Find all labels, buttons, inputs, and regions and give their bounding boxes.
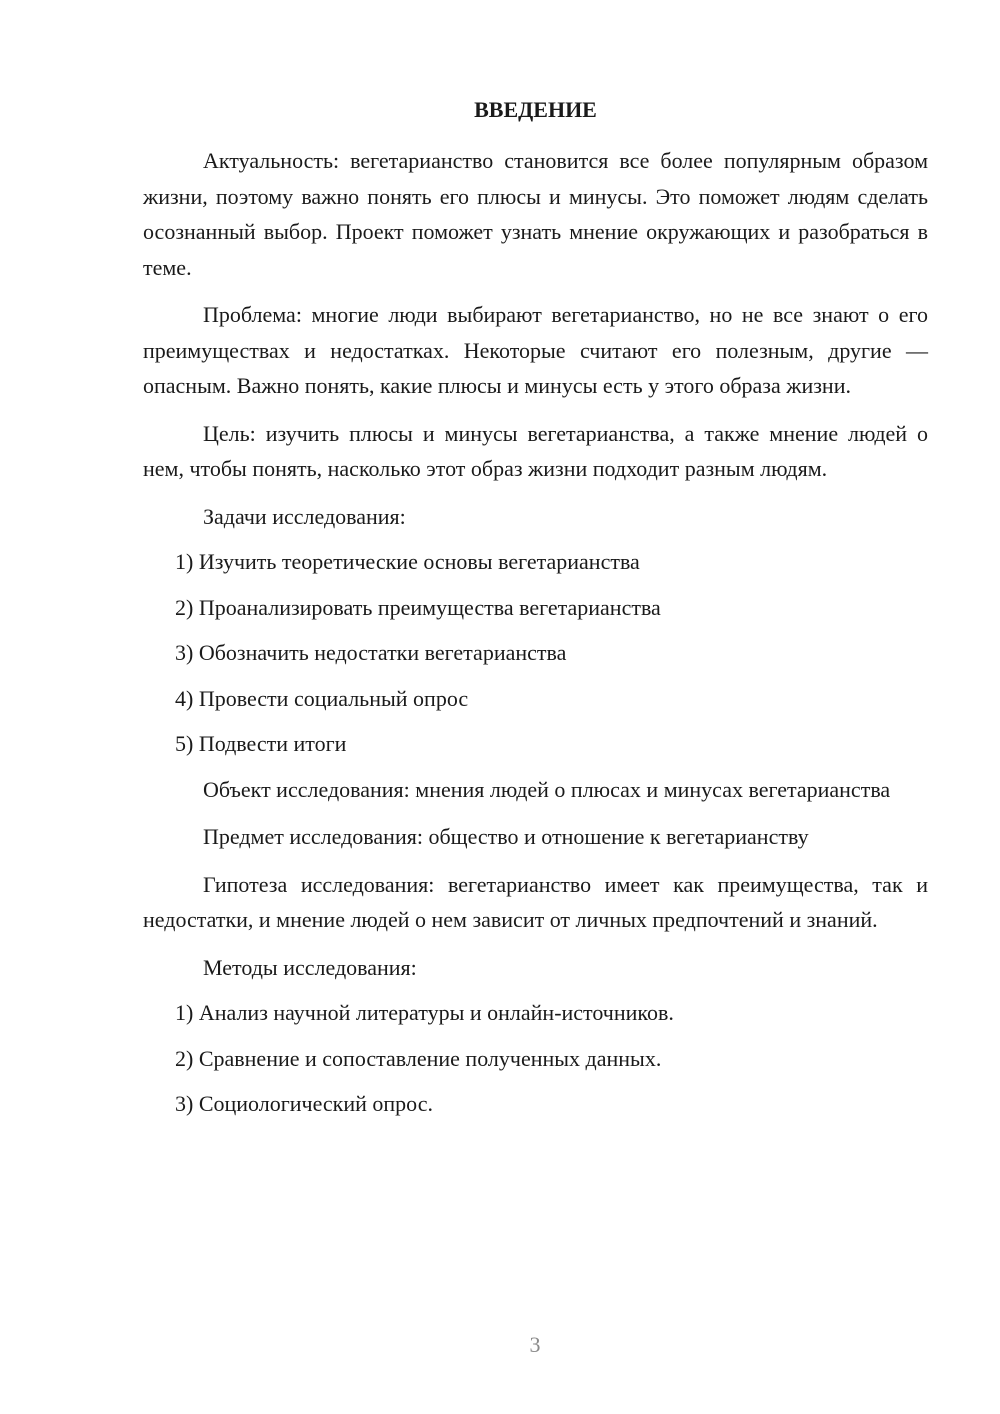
method-item-2: 2) Сравнение и сопоставление полученных данных. xyxy=(175,1045,662,1071)
task-item-5: 5) Подвести итоги xyxy=(175,731,347,756)
paragraph-subject: Предмет исследования: общество и отношение к вегетарианству xyxy=(203,824,809,849)
paragraph-problem: Проблема: многие люди выбирают вегетарианство, но не все знают о его преимуществах и недостатках. Некоторые считают его полезным, другие — опасным. Важно понять, какие плюсы и минусы есть у этого образа жизни. xyxy=(143,302,928,398)
page-number: 3 xyxy=(529,1332,541,1357)
task-item-2: 2) Проанализировать преимущества вегетарианства xyxy=(175,594,661,620)
task-item-3: 3) Обозначить недостатки вегетарианства xyxy=(175,640,567,665)
page-title: ВВЕДЕНИЕ xyxy=(474,97,597,122)
paragraph-goal: Цель: изучить плюсы и минусы вегетарианства, а также мнение людей о нем, чтобы понять, насколько этот образ жизни подходит разным людям. xyxy=(143,420,928,481)
tasks-heading: Задачи исследования: xyxy=(203,503,406,529)
text-column xyxy=(143,92,928,1132)
method-item-3: 3) Социологический опрос. xyxy=(175,1091,433,1116)
paragraph-hypothesis: Гипотеза исследования: вегетарианство имеет как преимущества, так и недостатки, и мнение людей о нем зависит от личных предпочтений и знаний. xyxy=(143,871,928,932)
paragraph-relevance: Актуальность: вегетарианство становится все более популярным образом жизни, поэтому важно понять его плюсы и минусы. Это поможет людям сделать осознанный выбор. Проект поможет узнать мнение окружающих и разобраться в теме. xyxy=(143,148,928,280)
task-item-1: 1) Изучить теоретические основы вегетарианства xyxy=(175,549,640,574)
methods-heading: Методы исследования: xyxy=(203,954,417,980)
method-item-1: 1) Анализ научной литературы и онлайн-источников. xyxy=(175,1000,674,1025)
paragraph-object: Объект исследования: мнения людей о плюсах и минусах вегетарианства xyxy=(203,776,891,802)
task-item-4: 4) Провести социальный опрос xyxy=(175,685,469,711)
